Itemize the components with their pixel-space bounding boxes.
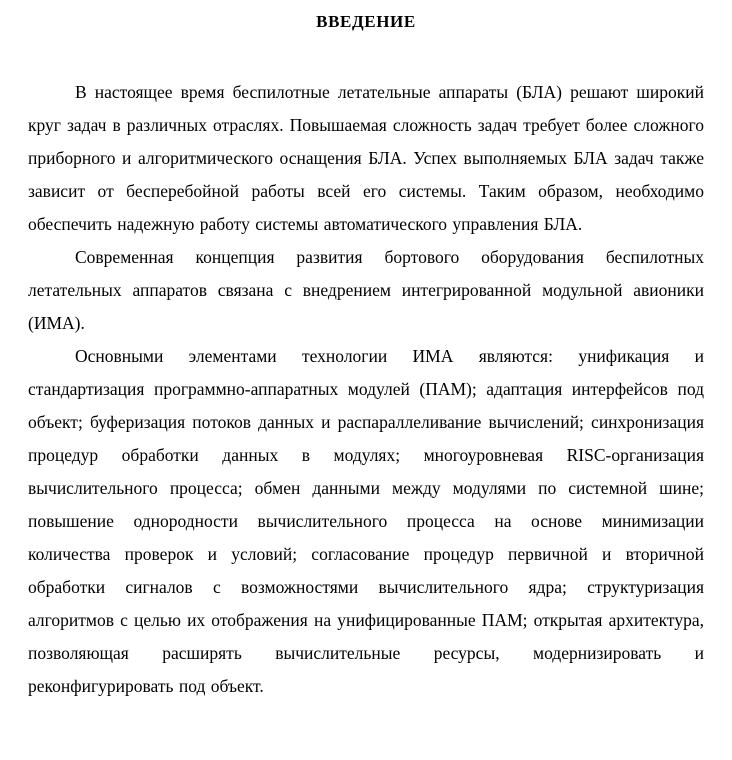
paragraph-intro-uav: В настоящее время беспилотные летательные аппараты (БЛА) решают широкий круг задач в различных отраслях. Повышаемая сложность задач требует более сложного приборного и алгоритмического оснащения БЛА. Успех выполняемых БЛА задач также зависит от бесперебойной работы всей его системы. Таким образом, необходимо обеспечить надежную работу системы автоматического управления БЛА. — [28, 82, 704, 234]
page-title: ВВЕДЕНИЕ — [316, 12, 416, 31]
paragraph-ima-elements: Основными элементами технологии ИМА являются: унификация и стандартизация программно-аппаратных модулей (ПАМ); адаптация интерфейсов под объект; буферизация потоков данных и распараллеливание вычислений; синхронизация процедур обработки данных в модулях; многоуровневая RISC-организация вычислительного процесса; обмен данными между модулями по системной шине; повышение однородности вычислительного процесса на основе минимизации количества проверок и условий; согласование процедур первичной и вторичной обработки сигналов с возможностями вычислительного ядра; структуризация алгоритмов с целью их отображения на унифицированные ПАМ; открытая архитектура, позволяющая расширять вычислительные ресурсы, модернизировать и реконфигурировать под объект. — [28, 346, 704, 696]
paragraph-ima-concept: Современная концепция развития бортового оборудования беспилотных летательных аппаратов связана с внедрением интегрированной модульной авионики (ИМА). — [28, 247, 704, 333]
